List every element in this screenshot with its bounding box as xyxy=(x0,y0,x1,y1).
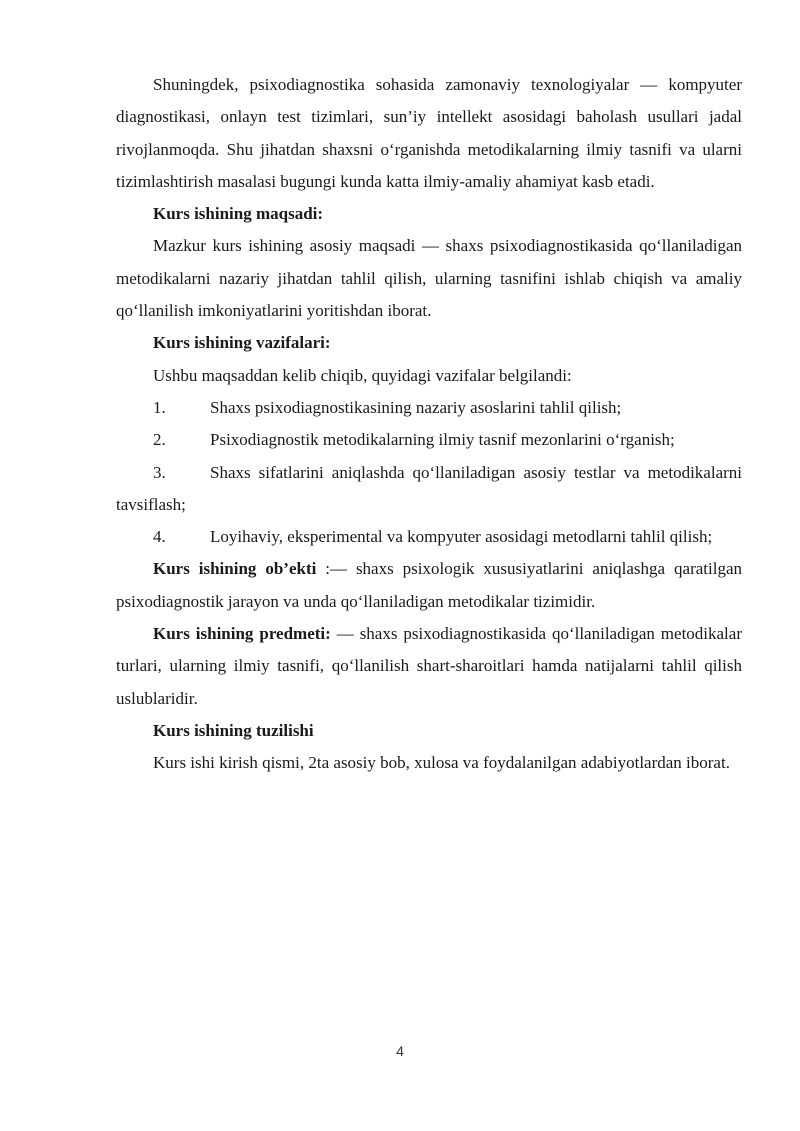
goal-paragraph: Mazkur kurs ishining asosiy maqsadi — shaxs psixodiagnostikasida qo‘llaniladigan metodikalarni nazariy jihatdan tahlil qilish, ularning tasnifini ishlab chiqish va amaliy qo‘llanilish imkoniyatlarini yoritishdan iborat. xyxy=(116,236,742,321)
object-paragraph xyxy=(116,553,742,618)
task-number: 4. xyxy=(153,527,166,547)
tasks-intro: Ushbu maqsaddan kelib chiqib, quyidagi vazifalar belgilandi: xyxy=(153,365,572,385)
task-item xyxy=(116,521,742,553)
task-item xyxy=(116,424,742,456)
subject-paragraph xyxy=(116,618,742,715)
task-item xyxy=(116,457,742,522)
task-number: 2. xyxy=(153,430,166,450)
task-text: Shaxs psixodiagnostikasining nazariy asoslarini tahlil qilish; xyxy=(210,397,622,417)
task-number: 3. xyxy=(153,462,166,482)
object-text: :— shaxs psixologik xususiyatlarini aniqlashga qaratilgan psixodiagnostik jarayon va unda qo‘llaniladigan metodikalar tizimidir. xyxy=(116,559,742,611)
object-label: Kurs ishining ob’ekti xyxy=(153,559,317,579)
tasks-heading: Kurs ishining vazifalari: xyxy=(153,333,331,353)
task-number: 1. xyxy=(153,397,166,417)
document-page xyxy=(116,69,742,780)
task-text: Loyihaviy, eksperimental va kompyuter asosidagi metodlarni tahlil qilish; xyxy=(210,527,713,547)
intro-paragraph: Shuningdek, psixodiagnostika sohasida zamonaviy texnologiyalar — kompyuter diagnostikasi, onlayn test tizimlari, sun’iy intellekt asosidagi baholash usullari jadal rivojlanmoqda. Shu jihatdan shaxsni o‘rganishda metodikalarning ilmiy tasnifi va ularni tizimlashtirish masalasi bugungi kunda katta ilmiy-amaliy ahamiyat kasb etadi. xyxy=(116,75,742,191)
task-item xyxy=(116,392,742,424)
structure-paragraph: Kurs ishi kirish qismi, 2ta asosiy bob, xulosa va foydalanilgan adabiyotlardan iborat. xyxy=(153,753,730,773)
subject-text: — shaxs psixodiagnostikasida qo‘llaniladigan metodikalar turlari, ularning ilmiy tasnifi, qo‘llanilish shart-sharoitlari hamda natijalarni tahlil qilish uslublaridir. xyxy=(116,624,742,708)
structure-heading: Kurs ishining tuzilishi xyxy=(153,720,314,740)
task-text: Shaxs sifatlarini aniqlashda qo‘llaniladigan asosiy testlar va metodikalarni tavsiflash; xyxy=(116,462,742,514)
subject-label: Kurs ishining predmeti: xyxy=(153,624,331,644)
task-text: Psixodiagnostik metodikalarning ilmiy tasnif mezonlarini o‘rganish; xyxy=(210,430,675,450)
page-number: 4 xyxy=(396,1043,404,1059)
goal-heading: Kurs ishining maqsadi: xyxy=(153,204,324,224)
